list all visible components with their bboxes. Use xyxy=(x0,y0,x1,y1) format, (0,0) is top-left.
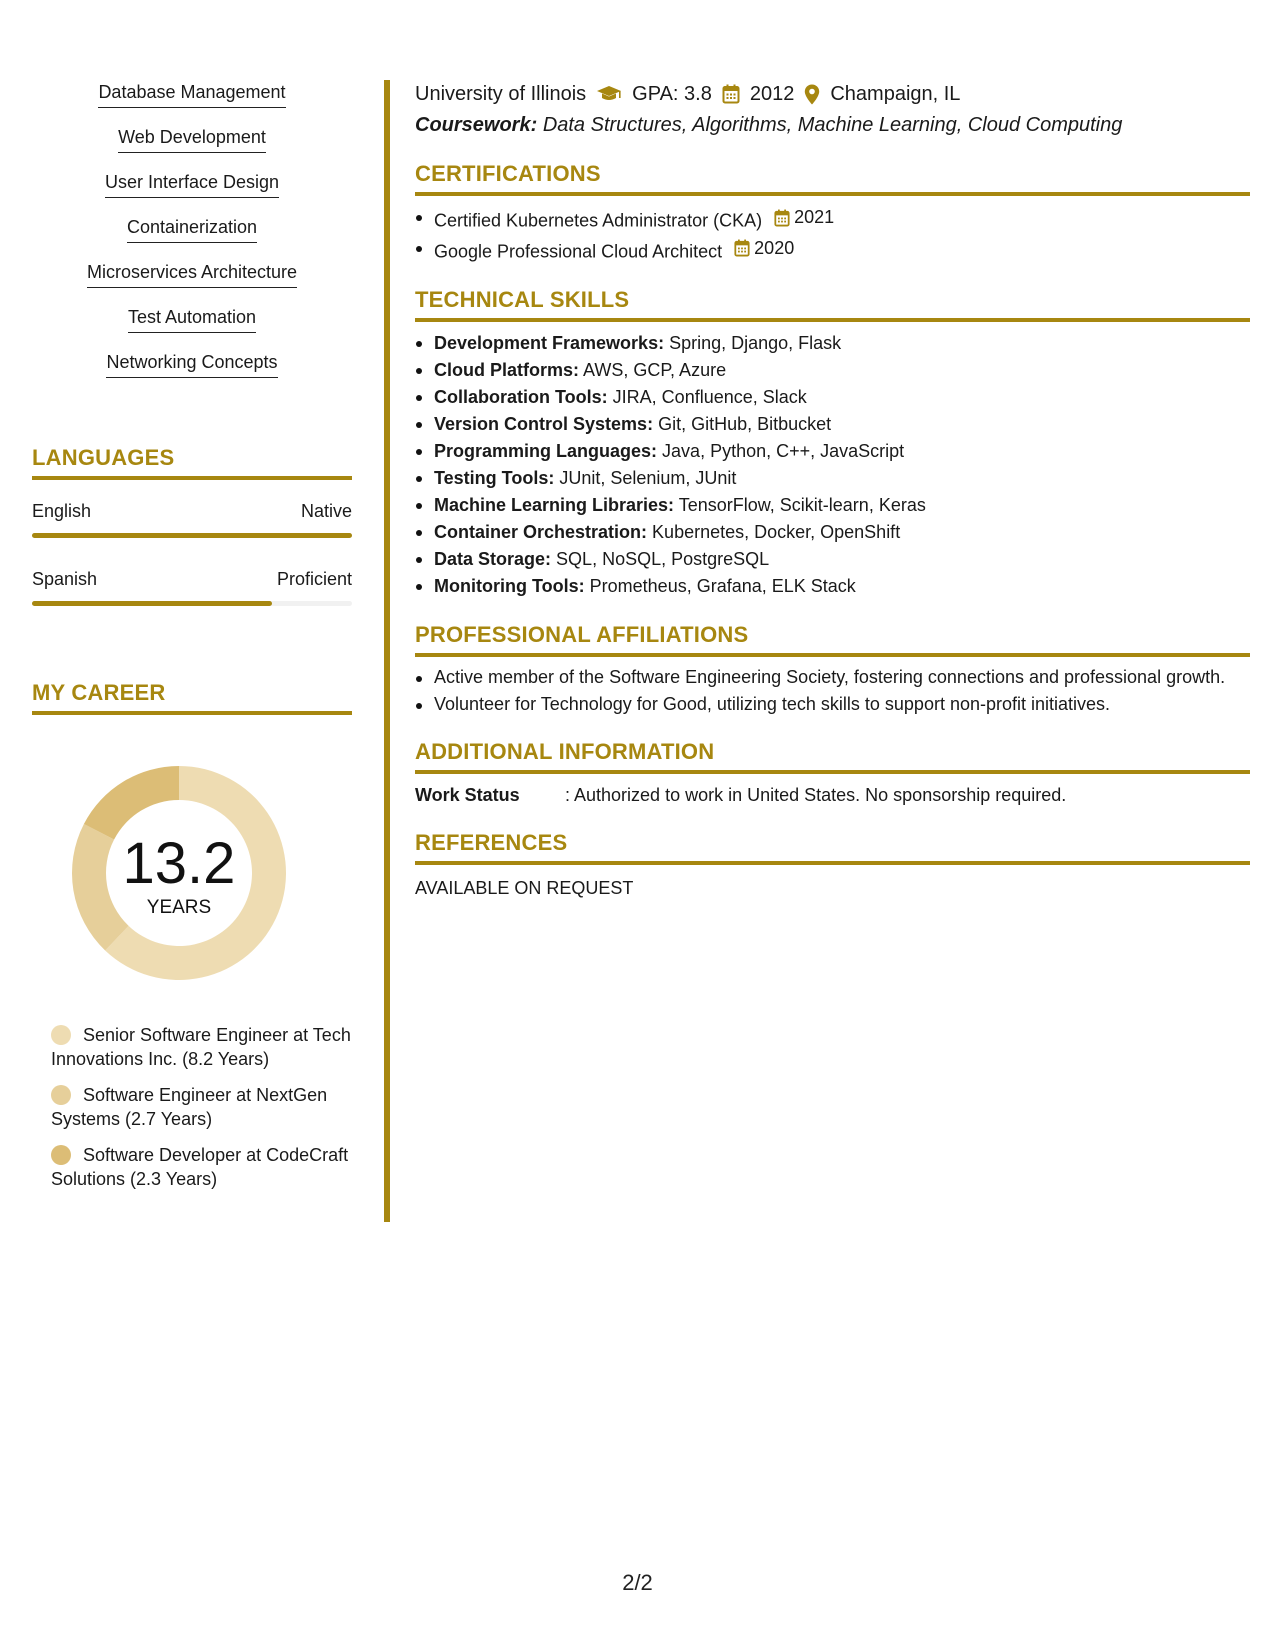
technical-skills-section xyxy=(415,287,1250,600)
technical-skill-item: Version Control Systems: Git, GitHub, Bitbucket xyxy=(415,411,1250,438)
location-pin-icon xyxy=(804,84,820,105)
right-column xyxy=(415,80,1250,901)
affiliation-item: Active member of the Software Engineering Society, fostering connections and professional growth. xyxy=(415,665,1250,690)
additional-info-section xyxy=(415,739,1250,808)
additional-info-title: ADDITIONAL INFORMATION xyxy=(415,739,1250,774)
language-item xyxy=(32,566,352,606)
skill-item: Test Automation xyxy=(32,305,352,350)
language-level: Native xyxy=(300,501,352,521)
career-section xyxy=(32,680,352,1191)
legend-dot-icon xyxy=(51,1025,71,1045)
language-name: Spanish xyxy=(32,569,98,589)
skill-item: Networking Concepts xyxy=(32,350,352,395)
technical-skill-item: Programming Languages: Java, Python, C++, JavaScript xyxy=(415,438,1250,465)
gpa: GPA: 3.8 xyxy=(632,83,712,105)
career-legend-item: Senior Software Engineer at Tech Innovations Inc. (8.2 Years) xyxy=(51,1025,351,1069)
technical-skill-item: Monitoring Tools: Prometheus, Grafana, ELK Stack xyxy=(415,573,1250,600)
work-status-value: : Authorized to work in United States. No sponsorship required. xyxy=(565,785,1067,805)
career-legend-item: Software Developer at CodeCraft Solutions (2.3 Years) xyxy=(51,1145,349,1189)
skills-list xyxy=(32,80,352,395)
column-divider xyxy=(384,80,390,1222)
school-name: University of Illinois xyxy=(415,83,587,105)
technical-skill-item: Machine Learning Libraries: TensorFlow, Scikit-learn, Keras xyxy=(415,492,1250,519)
work-status xyxy=(415,782,1250,808)
language-bar-fill xyxy=(32,601,272,606)
coursework-label: Coursework: xyxy=(415,114,538,136)
coursework-text: Data Structures, Algorithms, Machine Learning, Cloud Computing xyxy=(542,114,1123,136)
references-title: REFERENCES xyxy=(415,830,1250,865)
affiliations-section xyxy=(415,622,1250,717)
legend-dot-icon xyxy=(51,1085,71,1105)
references-section xyxy=(415,830,1250,901)
language-name: English xyxy=(32,501,92,521)
skill-item: Containerization xyxy=(32,215,352,260)
language-bar-fill xyxy=(32,533,352,538)
certification-year: 2020 xyxy=(754,237,795,258)
language-item xyxy=(32,498,352,538)
certification-item: Certified Kubernetes Administrator (CKA) 2021 xyxy=(415,204,1250,235)
coursework xyxy=(415,111,1250,139)
legend-dot-icon xyxy=(51,1145,71,1165)
affiliation-item: Volunteer for Technology for Good, utilizing tech skills to support non-profit initiatives. xyxy=(415,692,1250,717)
work-status-label: Work Status xyxy=(415,785,520,805)
school-location: Champaign, IL xyxy=(830,83,961,105)
technical-skill-item: Data Storage: SQL, NoSQL, PostgreSQL xyxy=(415,546,1250,573)
graduation-cap-icon xyxy=(596,85,622,103)
languages-title: LANGUAGES xyxy=(32,445,352,480)
certifications-section xyxy=(415,161,1250,265)
certifications-title: CERTIFICATIONS xyxy=(415,161,1250,196)
calendar-icon xyxy=(722,84,740,104)
education-line xyxy=(415,80,1250,108)
graduation-year: 2012 xyxy=(749,83,795,105)
career-total-unit: YEARS xyxy=(146,897,212,918)
career-donut xyxy=(64,758,294,988)
career-total-years: 13.2 xyxy=(122,831,236,896)
calendar-icon xyxy=(774,209,790,227)
left-column xyxy=(32,80,352,1203)
technical-skill-item: Testing Tools: JUnit, Selenium, JUnit xyxy=(415,465,1250,492)
languages-section xyxy=(32,445,352,606)
career-legend xyxy=(32,1023,352,1191)
language-bar xyxy=(32,601,352,606)
skill-item: Database Management xyxy=(32,80,352,125)
career-title: MY CAREER xyxy=(32,680,352,715)
skill-item: Web Development xyxy=(32,125,352,170)
certification-item: Google Professional Cloud Architect 2020 xyxy=(415,235,1250,266)
technical-skills-title: TECHNICAL SKILLS xyxy=(415,287,1250,322)
technical-skill-item: Container Orchestration: Kubernetes, Docker, OpenShift xyxy=(415,519,1250,546)
affiliations-title: PROFESSIONAL AFFILIATIONS xyxy=(415,622,1250,657)
technical-skill-item: Cloud Platforms: AWS, GCP, Azure xyxy=(415,357,1250,384)
language-level: Proficient xyxy=(276,569,352,589)
language-bar xyxy=(32,533,352,538)
skill-item: Microservices Architecture xyxy=(32,260,352,305)
certification-year: 2021 xyxy=(794,207,835,227)
career-legend-item: Software Engineer at NextGen Systems (2.7 Years) xyxy=(51,1085,328,1129)
page-number: 2/2 xyxy=(622,1570,653,1595)
technical-skill-item: Development Frameworks: Spring, Django, Flask xyxy=(415,330,1250,357)
calendar-icon xyxy=(734,239,750,257)
references-text: AVAILABLE ON REQUEST xyxy=(415,878,634,898)
technical-skill-item: Collaboration Tools: JIRA, Confluence, Slack xyxy=(415,384,1250,411)
skill-item: User Interface Design xyxy=(32,170,352,215)
